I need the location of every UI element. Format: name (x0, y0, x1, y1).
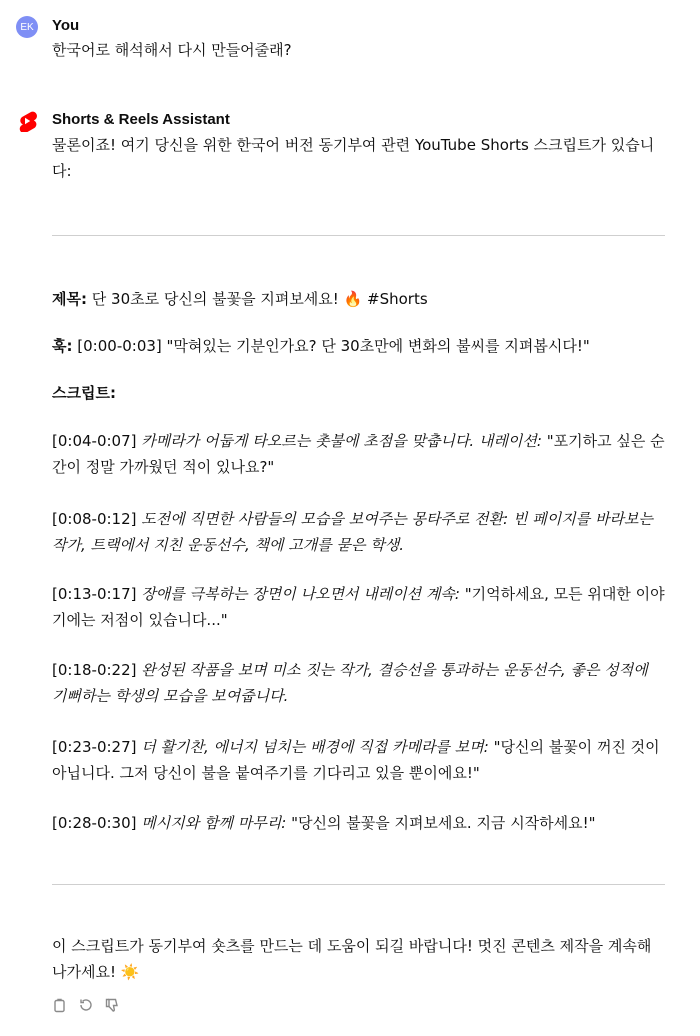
script-label-block (52, 380, 665, 406)
script-content (52, 286, 665, 312)
title-line (52, 286, 665, 312)
segment-line (52, 734, 665, 786)
segment-line (52, 810, 665, 836)
segment-4 (52, 657, 665, 709)
segment-line (52, 506, 665, 558)
title-text: 단 30초로 당신의 불꽃을 지펴보세요! 🔥 #Shorts (91, 290, 428, 308)
hook-text: [0:00-0:03] "막혀있는 기분인가요? 단 30초만에 변화의 불씨를 지펴봅시다!" (77, 337, 590, 355)
segment-direction: 더 활기찬, 에너지 넘치는 배경에 직접 카메라를 보며: (141, 738, 489, 756)
message-actions (52, 997, 120, 1013)
user-author-name: You (52, 17, 80, 34)
script-label: 스크립트: (52, 384, 116, 402)
segment-direction: 장애를 극복하는 장면이 나오면서 내레이션 계속: (141, 585, 460, 603)
assistant-intro-text: 물론이죠! 여기 당신을 위한 한국어 버전 동기부여 관련 YouTube Shorts 스크립트가 있습니다: (52, 136, 655, 180)
segment-speech: "기억하세요, 모든 위대한 이야기에는 저점이 있습니다..." (52, 585, 665, 629)
copy-icon[interactable] (52, 997, 68, 1013)
segment-direction: 도전에 직면한 사람들의 모습을 보여주는 몽타주로 전환: 빈 페이지를 바라보는 작가, 트랙에서 지친 운동선수, 책에 고개를 묻은 학생. (52, 510, 653, 554)
segment-direction: 메시지와 함께 마무리: (141, 814, 287, 832)
segment-speech: "당신의 불꽃이 꺼진 것이 아닙니다. 그저 당신이 불을 붙여주기를 기다리고 있을 뿐이에요!" (52, 738, 660, 782)
segment-time: [0:04-0:07] (52, 432, 137, 450)
segment-speech: "포기하고 싶은 순간이 정말 가까웠던 적이 있나요?" (52, 432, 665, 476)
segment-speech: "당신의 불꽃을 지펴보세요. 지금 시작하세요!" (291, 814, 596, 832)
user-avatar-initials: EK (20, 21, 34, 33)
hook-line (52, 333, 665, 359)
segment-time: [0:13-0:17] (52, 585, 137, 603)
segment-direction: 완성된 작품을 보며 미소 짓는 작가, 결승선을 통과하는 운동선수, 좋은 성적에 기뻐하는 학생의 모습을 보여줍니다. (52, 661, 648, 705)
segment-6 (52, 810, 665, 836)
title-label: 제목: (52, 290, 87, 308)
segment-line (52, 428, 665, 480)
segment-direction: 카메라가 어둡게 타오르는 촛불에 초점을 맞춥니다. 내레이션: (141, 432, 542, 450)
segment-5 (52, 734, 665, 786)
user-avatar[interactable] (16, 16, 38, 38)
thumbs-down-icon[interactable] (104, 997, 120, 1013)
segment-time: [0:28-0:30] (52, 814, 137, 832)
segment-line (52, 581, 665, 633)
segment-line (52, 657, 665, 709)
divider-bottom (52, 884, 665, 885)
closing-block (52, 933, 665, 985)
user-message-text: 한국어로 해석해서 다시 만들어줄래? (52, 41, 292, 59)
youtube-shorts-icon (16, 110, 38, 132)
closing-text: 이 스크립트가 동기부여 숏츠를 만드는 데 도움이 되길 바랍니다! 멋진 콘텐츠 제작을 계속해 나가세요! ☀️ (52, 937, 652, 981)
segment-time: [0:18-0:22] (52, 661, 137, 679)
assistant-avatar[interactable] (16, 110, 38, 132)
segment-1 (52, 428, 665, 480)
regenerate-icon[interactable] (78, 997, 94, 1013)
segment-time: [0:23-0:27] (52, 738, 137, 756)
divider-top (52, 235, 665, 236)
segment-3 (52, 581, 665, 633)
assistant-author-name: Shorts & Reels Assistant (52, 111, 230, 128)
segment-time: [0:08-0:12] (52, 510, 137, 528)
hook-label: 훅: (52, 337, 73, 355)
hook-block (52, 333, 665, 359)
segment-2 (52, 506, 665, 558)
